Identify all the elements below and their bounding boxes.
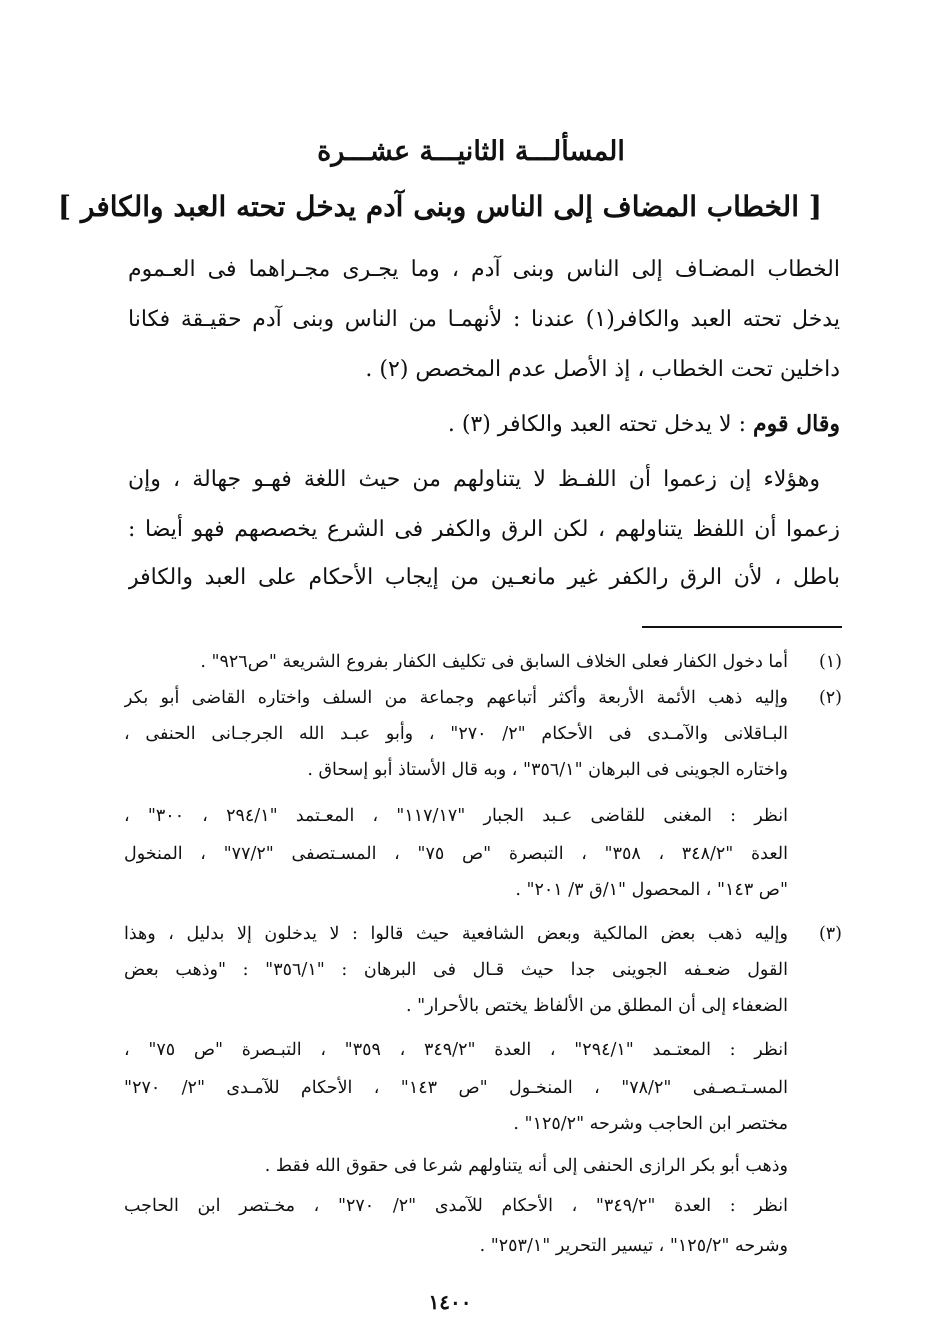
footnote-line: القول ضعـفه الجوينى جدا حيث قـال فى البرهان : "٣٥٦/١" : "وذهب بعض <box>124 960 788 980</box>
body-line: يدخل تحته العبد والكافر(١) عندنا : لأنهمـا من الناس وبنى آدم حقيـقة فكانا <box>128 307 840 332</box>
footnote-line: "ص ١٤٣" ، المحصول "١/ق ٣/ ٢٠١" . <box>515 880 788 900</box>
body-text: : لا يدخل تحته العبد والكافر (٣) . <box>447 412 746 437</box>
footnote-line: انظر : المعتـمد "٢٩٤/١" ، العدة "٣٤٩/٢ ، ٣٥٩" ، التبـصرة "ص ٧٥" ، <box>124 1040 788 1060</box>
footnote-line: انظر : المغنى للقاضى عـبد الجبار "١١٧/١٧" ، المعـتمد "٢٩٤/١ ، ٣٠٠" ، <box>124 806 788 826</box>
footnote-line: الضعفاء إلى أن المطلق من الألفاظ يختص بالأحرار" . <box>406 996 788 1016</box>
page-number: ١٤٠٠ <box>428 1290 472 1314</box>
footnote-line: وذهب أبو بكر الرازى الحنفى إلى أنه يتناولهم شرعا فى حقوق الله فقط . <box>264 1156 788 1176</box>
footnote-line: البـاقلانى والآمـدى فى الأحكام "٢/ ٢٧٠" ، وأبو عبـد الله الجرجـانى الحنفى ، <box>124 724 788 744</box>
footnote-line: وشرحه "١٢٥/٢" ، تيسير التحرير "٢٥٣/١" . <box>479 1236 788 1256</box>
footnote-number: (٣) <box>818 924 842 944</box>
footnote-separator <box>642 626 842 628</box>
body-line: وهؤلاء إن زعموا أن اللفـظ لا يتناولهم من حيث اللغة فهـو جهالة ، وإن <box>128 467 820 492</box>
footnote-line: انظر : العدة "٣٤٩/٢" ، الأحكام للآمدى "٢/ ٢٧٠" ، مخـتصر ابن الحاجب <box>124 1196 788 1216</box>
body-line: داخلين تحت الخطاب ، إذ الأصل عدم المخصص (٢) . <box>365 357 840 382</box>
body-line: الخطاب المضـاف إلى الناس وبنى آدم ، وما يجـرى مجـراهما فى العـموم <box>128 257 840 282</box>
footnote-number: (١) <box>818 652 842 672</box>
footnote-line: العدة "٣٤٨/٢ ، ٣٥٨" ، التبصرة "ص ٧٥" ، المسـتصفى "٧٧/٢" ، المنخول <box>124 844 788 864</box>
footnote-line: أما دخول الكفار فعلى الخلاف السابق فى تكليف الكفار بفروع الشريعة "ص٩٢٦" . <box>200 652 788 672</box>
footnote-line: وإليه ذهب الأئمة الأربعة وأكثر أتباعهم وجماعة من السلف واختاره القاضى أبو بكر <box>124 688 788 708</box>
footnote-line: المسـتـصـفى "٧٨/٢" ، المنخـول "ص ١٤٣" ، الأحكام للآمـدى "٢/ ٢٧٠" <box>124 1078 788 1098</box>
footnote-line: واختاره الجوينى فى البرهان "٣٥٦/١" ، وبه قال الأستاذ أبو إسحاق . <box>307 760 788 780</box>
issue-subtitle: [ الخطاب المضاف إلى الناس وبنى آدم يدخل تحته العبد والكافر ] <box>57 190 822 223</box>
issue-title: المسألـــة الثانيـــة عشـــرة <box>317 136 625 167</box>
body-line <box>300 408 840 441</box>
speaker-label: وقال قوم <box>753 411 840 437</box>
footnote-line: وإليه ذهب بعض المالكية وبعض الشافعية حيث قالوا : لا يدخلون إلا بدليل ، وهذا <box>124 924 788 944</box>
footnote-number: (٢) <box>818 688 842 708</box>
body-line: باطل ، لأن الرق رالكفر غير مانعـين من إيجاب الأحكام على العبد والكافر <box>128 565 840 590</box>
footnote-line: مختصر ابن الحاجب وشرحه "١٢٥/٢" . <box>513 1114 788 1134</box>
body-line: زعموا أن اللفظ يتناولهم ، لكن الرق والكفر فى الشرع يخصصهم فهو أيضا : <box>128 517 840 542</box>
